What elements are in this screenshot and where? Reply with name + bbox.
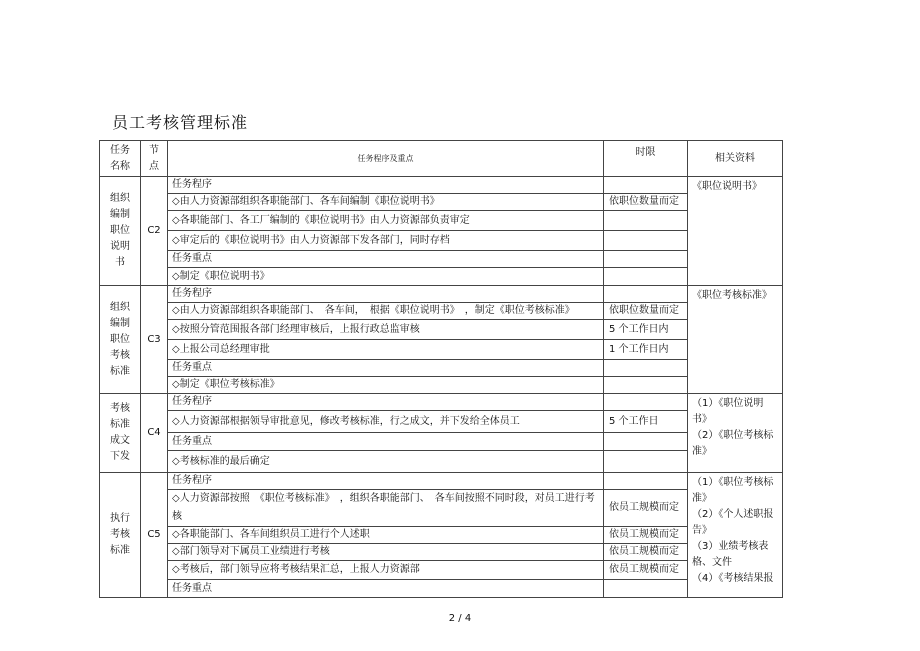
table-row [100,194,783,211]
related-item: （4）《考核结果报 [692,573,774,584]
related-item: （3）业绩考核表格、文件 [692,541,769,568]
table-row [100,231,783,251]
step-cell: 任务重点 [168,251,604,268]
header-task-name [100,141,141,177]
time-cell: 依职位数量而定 [604,194,688,211]
time-cell: 1 个工作日内 [604,340,688,360]
task-line: 职位 [110,225,130,236]
related-item: （2）《个人述职报告》 [692,509,774,536]
step-cell: 任务程序 [168,177,604,194]
related-item: （2）《职位考核标准》 [692,430,774,457]
time-cell: 5 个工作日 [604,411,688,433]
step-cell: 任务程序 [168,286,604,303]
task-line: 职位 [110,333,130,345]
step-cell: ◇由人力资源部组织各职能部门、各车间编制《职位说明书》 [168,194,604,211]
time-cell [604,286,688,303]
step-cell: 任务重点 [168,580,604,598]
task-name-cell [100,473,141,598]
table-row [100,303,783,320]
task-line: 说明 [110,241,130,252]
task-line: 编制 [110,209,130,220]
table-row [100,251,783,268]
time-cell: 依员工规模而定 [604,544,688,561]
step-cell: ◇各职能部门、各工厂编制的《职位说明书》由人力资源部负责审定 [168,211,604,231]
table-row [100,527,783,544]
task-line: 考核 [110,529,130,540]
header-task-name-line2: 名称 [110,160,130,172]
time-cell: 依职位数量而定 [604,303,688,320]
task-line: 标准 [110,545,130,556]
header-related: 相关资料 [688,141,783,177]
table-row [100,433,783,451]
header-time-limit: 时限 [604,141,688,177]
table-row [100,286,783,303]
table-row [100,320,783,340]
task-line: 组织 [110,193,130,204]
time-cell [604,177,688,194]
table-row [100,580,783,598]
step-cell: ◇人力资源部按照 《职位考核标准》 ，组织各职能部门、 各车间按照不同时段，对员工进行考核 [168,490,604,527]
related-item: 《职位说明书》 [692,181,762,192]
step-cell: ◇各职能部门、各车间组织员工进行个人述职 [168,527,604,544]
step-cell: ◇人力资源部根据领导审批意见，修改考核标准，行之成文，并下发给全体员工 [168,411,604,433]
step-cell: 任务重点 [168,433,604,451]
task-name-cell [100,177,141,286]
time-cell [604,360,688,377]
table-header-row [100,141,783,177]
time-cell [604,377,688,394]
task-line: 书 [115,257,125,268]
step-cell: ◇按照分管范围报各部门经理审核后，上报行政总监审核 [168,320,604,340]
step-cell: 任务重点 [168,360,604,377]
node-cell: C3 [141,286,168,394]
table-row [100,360,783,377]
time-cell [604,394,688,411]
step-cell: ◇由人力资源部组织各职能部门、 各车间， 根据《职位说明书》 ，制定《职位考核标准》 [168,303,604,320]
page-title: 员工考核管理标准 [112,113,249,132]
assessment-table [99,140,783,598]
related-item: （1）《职位考核标准》 [692,477,774,504]
related-cell [688,286,783,394]
table-row [100,394,783,411]
step-cell: ◇制定《职位说明书》 [168,268,604,286]
step-cell: ◇审定后的《职位说明书》由人力资源部下发各部门，同时存档 [168,231,604,251]
header-task-name-line1: 任务 [110,144,130,156]
step-cell: 任务程序 [168,394,604,411]
time-cell: 依员工规模而定 [604,561,688,580]
page-number: 2 / 4 [448,613,472,624]
table-row [100,544,783,561]
task-line: 下发 [110,451,130,462]
header-node [141,141,168,177]
time-cell: 依员工规模而定 [604,527,688,544]
related-item: 《职位考核标准》 [692,290,772,301]
step-cell: ◇考核标准的最后确定 [168,451,604,473]
table-row [100,490,783,527]
task-line: 成文 [110,435,130,446]
table-row [100,211,783,231]
table-row [100,451,783,473]
task-line: 考核 [110,403,130,414]
step-cell: 任务程序 [168,473,604,490]
step-cell: ◇部门领导对下属员工业绩进行考核 [168,544,604,561]
node-cell: C5 [141,473,168,598]
node-cell: C2 [141,177,168,286]
table-row [100,340,783,360]
step-cell: ◇制定《职位考核标准》 [168,377,604,394]
time-cell [604,473,688,490]
task-line: 编制 [110,317,130,329]
related-cell [688,177,783,286]
table-row [100,177,783,194]
time-cell [604,433,688,451]
header-node-line2: 点 [149,160,159,172]
header-procedure: 任务程序及重点 [168,141,604,177]
table-row [100,473,783,490]
time-cell [604,231,688,251]
task-name-cell [100,286,141,394]
task-line: 执行 [110,513,130,524]
table-row [100,268,783,286]
time-cell [604,451,688,473]
time-cell: 依员工规模而定 [604,490,688,527]
table-row [100,561,783,580]
related-cell [688,394,783,473]
time-cell [604,580,688,598]
time-cell [604,268,688,286]
related-item: （1）《职位说明书》 [692,398,764,425]
task-line: 考核 [110,349,130,361]
table-row [100,377,783,394]
node-cell: C4 [141,394,168,473]
task-name-cell [100,394,141,473]
table-row [100,411,783,433]
header-node-line1: 节 [149,144,159,156]
time-cell: 5 个工作日内 [604,320,688,340]
time-cell [604,251,688,268]
task-line: 标准 [110,365,130,377]
task-line: 标准 [110,419,130,430]
step-cell: ◇考核后，部门领导应将考核结果汇总，上报人力资源部 [168,561,604,580]
step-cell: ◇上报公司总经理审批 [168,340,604,360]
related-cell [688,473,783,598]
task-line: 组织 [110,301,130,313]
time-cell [604,211,688,231]
